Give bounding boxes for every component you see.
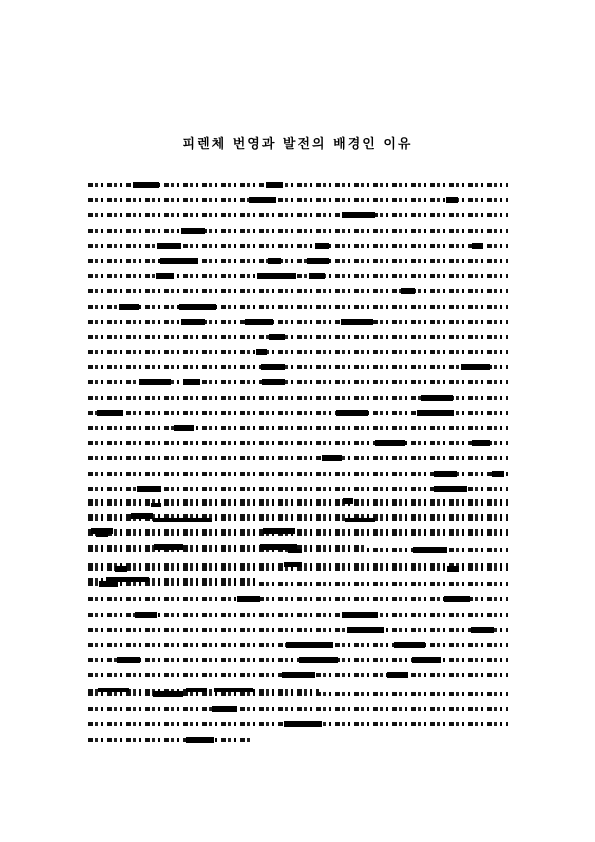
text-line bbox=[88, 286, 508, 296]
text-line bbox=[88, 625, 508, 635]
emphasis-mark bbox=[387, 672, 408, 678]
text-line bbox=[88, 670, 508, 680]
emphasis-mark bbox=[262, 379, 285, 385]
text-line bbox=[88, 719, 508, 729]
text-line bbox=[88, 438, 508, 448]
emphasis-mark bbox=[336, 410, 368, 416]
text-line bbox=[88, 564, 508, 574]
emphasis-mark bbox=[268, 258, 281, 264]
text-line bbox=[88, 640, 508, 650]
text-line-ink bbox=[88, 628, 508, 632]
text-line bbox=[88, 347, 508, 357]
emphasis-mark bbox=[343, 498, 353, 504]
text-line bbox=[88, 579, 508, 589]
text-line-ink bbox=[88, 529, 508, 533]
emphasis-mark bbox=[472, 243, 483, 249]
emphasis-mark bbox=[156, 273, 174, 279]
emphasis-mark bbox=[434, 486, 467, 492]
emphasis-mark bbox=[157, 243, 181, 249]
emphasis-mark bbox=[299, 657, 338, 663]
emphasis-mark bbox=[266, 182, 283, 188]
emphasis-mark bbox=[421, 395, 453, 401]
text-line-ink bbox=[88, 545, 366, 549]
text-line-ink bbox=[88, 305, 508, 309]
emphasis-mark bbox=[154, 544, 183, 550]
emphasis-mark bbox=[471, 627, 494, 633]
paragraph-2 bbox=[88, 496, 508, 557]
emphasis-mark bbox=[137, 486, 161, 492]
emphasis-mark bbox=[174, 425, 194, 431]
text-line bbox=[88, 377, 508, 387]
text-line bbox=[88, 689, 508, 699]
text-line bbox=[88, 195, 508, 205]
text-line bbox=[88, 610, 508, 620]
emphasis-mark bbox=[269, 334, 285, 340]
emphasis-mark bbox=[263, 528, 295, 534]
text-line-ink bbox=[88, 426, 508, 430]
emphasis-mark bbox=[119, 304, 139, 310]
text-line-ink bbox=[88, 244, 508, 248]
emphasis-mark bbox=[309, 273, 325, 279]
text-line-ink bbox=[88, 350, 508, 354]
text-line bbox=[88, 226, 508, 236]
text-line bbox=[88, 511, 508, 521]
text-line bbox=[88, 526, 508, 536]
text-line bbox=[88, 317, 508, 327]
text-line-ink bbox=[88, 707, 508, 711]
text-line bbox=[88, 271, 508, 281]
emphasis-mark bbox=[237, 596, 260, 602]
paragraph-3 bbox=[88, 564, 508, 701]
emphasis-mark bbox=[322, 455, 342, 461]
emphasis-mark bbox=[307, 258, 329, 264]
emphasis-mark bbox=[115, 566, 127, 572]
text-line bbox=[88, 362, 508, 372]
text-line-ink bbox=[88, 320, 508, 324]
text-line-ink bbox=[88, 213, 508, 217]
text-line-ink bbox=[88, 335, 508, 339]
emphasis-mark bbox=[261, 364, 285, 370]
emphasis-mark bbox=[446, 197, 458, 203]
emphasis-mark bbox=[282, 672, 315, 678]
emphasis-mark bbox=[139, 379, 171, 385]
emphasis-mark bbox=[284, 721, 322, 727]
text-line-ink bbox=[88, 229, 508, 233]
text-line bbox=[88, 302, 508, 312]
emphasis-mark bbox=[492, 471, 504, 477]
emphasis-mark bbox=[341, 319, 373, 325]
emphasis-mark bbox=[257, 273, 296, 279]
text-line bbox=[88, 408, 508, 418]
emphasis-mark bbox=[256, 349, 267, 355]
text-line bbox=[88, 484, 508, 494]
text-line-ink bbox=[88, 692, 508, 696]
emphasis-mark bbox=[394, 642, 425, 648]
emphasis-mark bbox=[135, 612, 157, 618]
text-line-ink bbox=[88, 274, 508, 278]
text-line-ink bbox=[88, 365, 508, 369]
text-line-ink bbox=[88, 567, 508, 571]
text-line bbox=[88, 210, 508, 220]
emphasis-mark bbox=[97, 410, 123, 416]
text-line bbox=[88, 542, 508, 552]
emphasis-mark bbox=[444, 596, 470, 602]
emphasis-mark bbox=[117, 657, 140, 663]
emphasis-mark bbox=[342, 612, 378, 618]
emphasis-mark bbox=[181, 319, 205, 325]
emphasis-mark bbox=[198, 737, 214, 743]
text-line bbox=[88, 241, 508, 251]
emphasis-mark bbox=[133, 182, 159, 188]
emphasis-mark bbox=[434, 471, 457, 477]
emphasis-mark bbox=[412, 657, 441, 663]
emphasis-mark bbox=[375, 440, 405, 446]
text-line bbox=[88, 256, 508, 266]
page-title: 피렌체 번영과 발전의 배경인 이유 bbox=[182, 137, 413, 152]
paragraph-4 bbox=[88, 689, 508, 750]
emphasis-mark bbox=[245, 319, 273, 325]
emphasis-mark bbox=[347, 627, 384, 633]
emphasis-mark bbox=[260, 544, 297, 550]
text-line bbox=[88, 393, 508, 403]
text-line bbox=[88, 180, 508, 190]
emphasis-mark bbox=[249, 197, 276, 203]
emphasis-mark bbox=[179, 304, 216, 310]
text-line bbox=[88, 469, 508, 479]
emphasis-mark bbox=[181, 228, 205, 234]
text-line bbox=[88, 594, 508, 604]
text-line bbox=[88, 735, 508, 745]
text-line bbox=[88, 453, 508, 463]
emphasis-mark bbox=[212, 706, 237, 712]
text-line-ink bbox=[88, 289, 508, 293]
text-line-ink bbox=[88, 198, 508, 202]
emphasis-mark bbox=[315, 243, 329, 249]
emphasis-mark bbox=[160, 258, 198, 264]
emphasis-mark bbox=[183, 379, 200, 385]
text-line-ink bbox=[88, 738, 253, 742]
emphasis-mark bbox=[342, 212, 375, 218]
text-line-ink bbox=[88, 259, 508, 263]
emphasis-mark bbox=[131, 513, 153, 519]
emphasis-mark bbox=[91, 528, 113, 534]
text-line-ink bbox=[88, 441, 508, 445]
emphasis-mark bbox=[296, 642, 333, 648]
text-line bbox=[88, 704, 508, 714]
emphasis-mark bbox=[472, 440, 490, 446]
emphasis-mark bbox=[417, 410, 454, 416]
emphasis-mark bbox=[99, 581, 118, 587]
emphasis-mark bbox=[401, 288, 415, 294]
emphasis-mark bbox=[447, 566, 459, 572]
text-line-ink bbox=[88, 456, 508, 460]
text-line bbox=[88, 332, 508, 342]
text-line-ink bbox=[88, 582, 508, 586]
emphasis-mark bbox=[461, 364, 490, 370]
text-line bbox=[88, 655, 508, 665]
text-line-ink bbox=[88, 499, 508, 503]
text-line bbox=[88, 496, 508, 506]
text-line bbox=[88, 423, 508, 433]
text-line-ink bbox=[88, 658, 508, 662]
emphasis-mark bbox=[153, 691, 183, 697]
